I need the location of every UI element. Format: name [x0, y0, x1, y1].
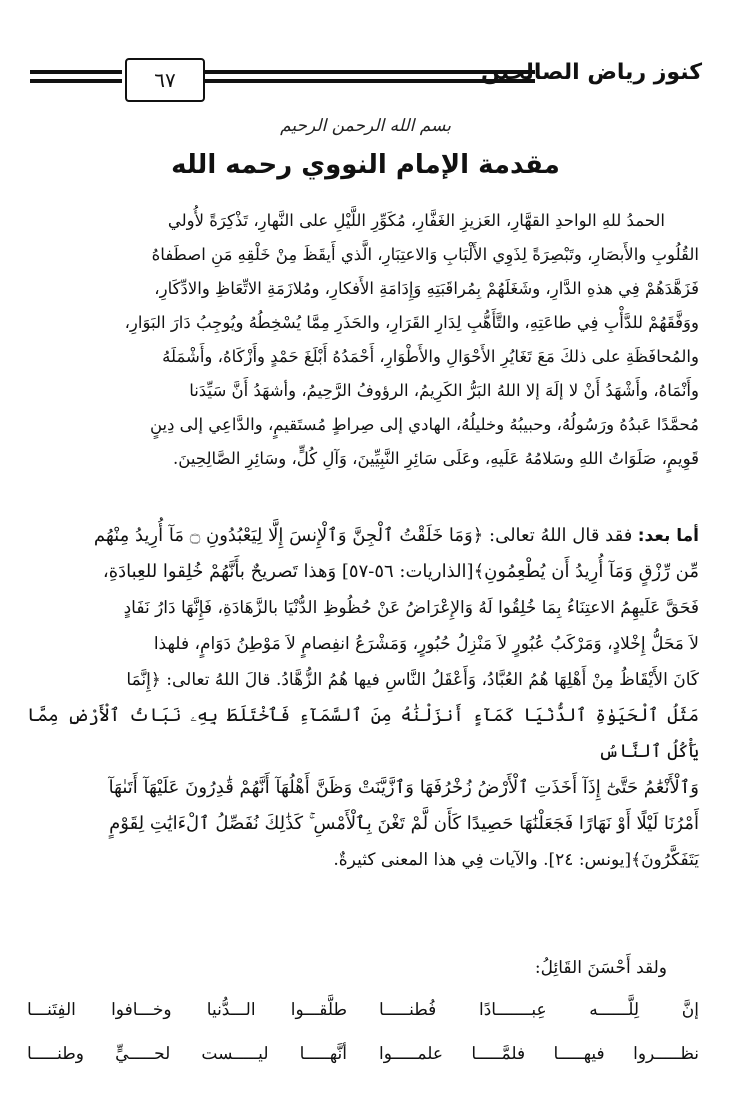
book-title: كنوز رياض الصالحين: [481, 60, 702, 85]
text-line: ووَفَّقَهُمْ للدَّأْبِ فِي طاعَتِهِ، والتَّأَهُّبِ لِدَارِ القَرَارِ، والحَذَرِ مِمَّا يُسْخِطُهُ ويُوجِبُ دَارَ البَوَارِ،: [124, 313, 699, 332]
introduction-paragraph: [27, 204, 699, 476]
poem-line: [27, 1000, 699, 1044]
basmala-calligraphy: بسم الله الرحمن الرحيم: [280, 116, 451, 136]
header-rule: [30, 79, 122, 83]
text-line: كَانَ الأَيْقَاظُ مِنْ أَهْلِهَا هُمُ العُبَّادُ، وَأَعْقَلُ النَّاسِ فيها هُمُ الزُّهَّادُ. قالَ اللهُ تعالى: ﴿إِنَّمَا: [126, 670, 699, 690]
poem-hemistich: إنَّ لِلَّــــــه عِبـــــــادًا فُطنـــــا: [379, 1000, 699, 1020]
poem-hemistich: أنَّهـــــا ليـــــست لحـــــيٍّ وطنـــــا: [27, 1044, 347, 1064]
text-line: مُحمَّدًا عَبدُهُ ورَسُولُهُ، وحبيبُهُ وخليلُهُ، الهادي إلى صِراطٍ مُستَقيمٍ، والدَّاعِي إلى دِينٍ: [149, 415, 699, 434]
text-line: وَٱلْأَنْعَٰمُ حَتَّىٰٓ إِذَآ أَخَذَتِ ٱلْأَرْضُ زُخْرُفَهَا وَٱزَّيَّنَتْ وَظَنَّ أَهْلُهَآ أَنَّهُمْ قَٰدِرُونَ عَلَيْهَآ أَتَىٰهَآ: [108, 777, 699, 798]
poem-intro: ولقد أَحْسَنَ القَائِلُ:: [534, 958, 667, 978]
header-rule: [30, 70, 122, 74]
poem-line: [27, 1044, 699, 1088]
poem-hemistich: طلَّقـــوا الـــدُّنيا وخـــافوا الفِتَنـــا: [27, 1000, 347, 1020]
text-line: لاَ مَحَلُّ إِخْلادٍ، وَمَرْكَبُ عُبُورٍ لاَ مَنْزِلُ حُبُورٍ، وَمَشْرَعُ انفِصامٍ لاَ مَوْطِنُ دَوَامٍ، فلهذا: [153, 634, 699, 654]
text-line: فَزَهَّدَهُمْ فِي هذهِ الدَّارِ، وشَغَلَهُمْ بِمُراقَبَتِهِ وَإِدَامَةِ الأَفكارِ، ومُلازَمَةِ الاتِّعَاظِ والادِّكَارِ،: [154, 279, 699, 298]
text-line: يَتَفَكَّرُونَ﴾[يونس: ٢٤]. والآيات فِي هذا المعنى كثيرةٌ.: [333, 850, 699, 870]
chapter-title: مقدمة الإمام النووي رحمه الله: [171, 150, 560, 180]
text-line: [27, 518, 699, 554]
text-line: مَثَلُ ٱلْحَيَوٰةِ ٱلدُّنْيَا كَمَآءٍ أَنزَلْنَٰهُ مِنَ ٱلسَّمَآءِ فَٱخْتَلَطَ بِهِۦ نَبَاتُ ٱلْأَرْضِ مِمَّا يَأْكُلُ ٱلنَّاسُ: [27, 705, 699, 762]
text-line: مِّن رِّزْقٍ وَمَآ أُرِيدُ أَن يُطْعِمُونِ﴾[الذاريات: ٥٦-٥٧] وَهذا تَصريحٌ بأَنَّهُمْ خُلِقوا للعِبادَةِ،: [102, 561, 699, 582]
running-header: [30, 52, 702, 104]
page-number: ٦٧: [125, 58, 205, 102]
text-line: القُلُوبِ والأَبصَارِ، وتَبْصِرَةً لِذَوِي الأَلْبَابِ وَالاعتِبَارِ، الَّذي أَيقَظَ مِنْ خَلْقِهِ مَنِ اصطَفاهُ: [151, 245, 699, 264]
main-paragraph: [27, 518, 699, 878]
text-line: وأَنْمَاهُ، وأَشْهَدُ أَنْ لا إلَهَ إلا اللهُ البَرُّ الكَرِيمُ، الرؤوفُ الرَّحِيمُ، وأشهَدُ أَنَّ سَيِّدَنا: [189, 381, 699, 400]
text-line: قَوِيمٍ، صَلَوَاتُ اللهِ وسَلامُهُ عَلَيهِ، وعَلَى سَائِرِ النَّبِيِّينَ، وَآلِ كُلٍّ، وسَائِرِ الصَّالِحِينَ.: [173, 449, 699, 468]
quran-verse-text: فقد قال اللهُ تعالى: ﴿وَمَا خَلَقْتُ ٱلْجِنَّ وَٱلْإِنسَ إِلَّا لِيَعْبُدُونِ ۝ مَآ أُرِيدُ مِنْهُم: [93, 525, 633, 546]
poem-hemistich: نظـــــروا فيهـــــا فلمَّـــــا علمـــــوا: [379, 1044, 699, 1064]
lead-phrase: أما بعد:: [637, 526, 699, 546]
text-line: فَحَقَّ عَلَيهِمُ الاعتِنَاءُ بِمَا خُلِقُوا لَهُ وَالإِعْرَاضُ عَنْ حُظُوظِ الدُّنْيَا بالزَّهَادَةِ، فَإِنَّهَا دَارُ نَفَادٍ: [123, 598, 699, 618]
text-line: أَمْرُنَا لَيْلًا أَوْ نَهَارًا فَجَعَلْنَٰهَا حَصِيدًا كَأَن لَّمْ تَغْنَ بِٱلْأَمْسِ ۚ كَذَٰلِكَ نُفَصِّلُ ٱلْءَايَٰتِ لِقَوْمٍ: [109, 813, 699, 834]
text-line: والمُحافَظَةِ على ذلكَ مَعَ تَغَايُرِ الأَحْوَالِ والأَطْوَارِ، أَحْمَدُهُ أَبْلَغَ حَمْدٍ وأَزْكَاهُ، وأَشْمَلَهُ: [162, 347, 699, 366]
text-line: الحمدُ للهِ الواحدِ القهَّارِ، العَزيزِ الغَفَّارِ، مُكَوِّرِ اللَّيْلِ على النَّهارِ، تَذْكِرَةً لأُولي: [167, 211, 665, 230]
poem: [27, 1000, 699, 1088]
